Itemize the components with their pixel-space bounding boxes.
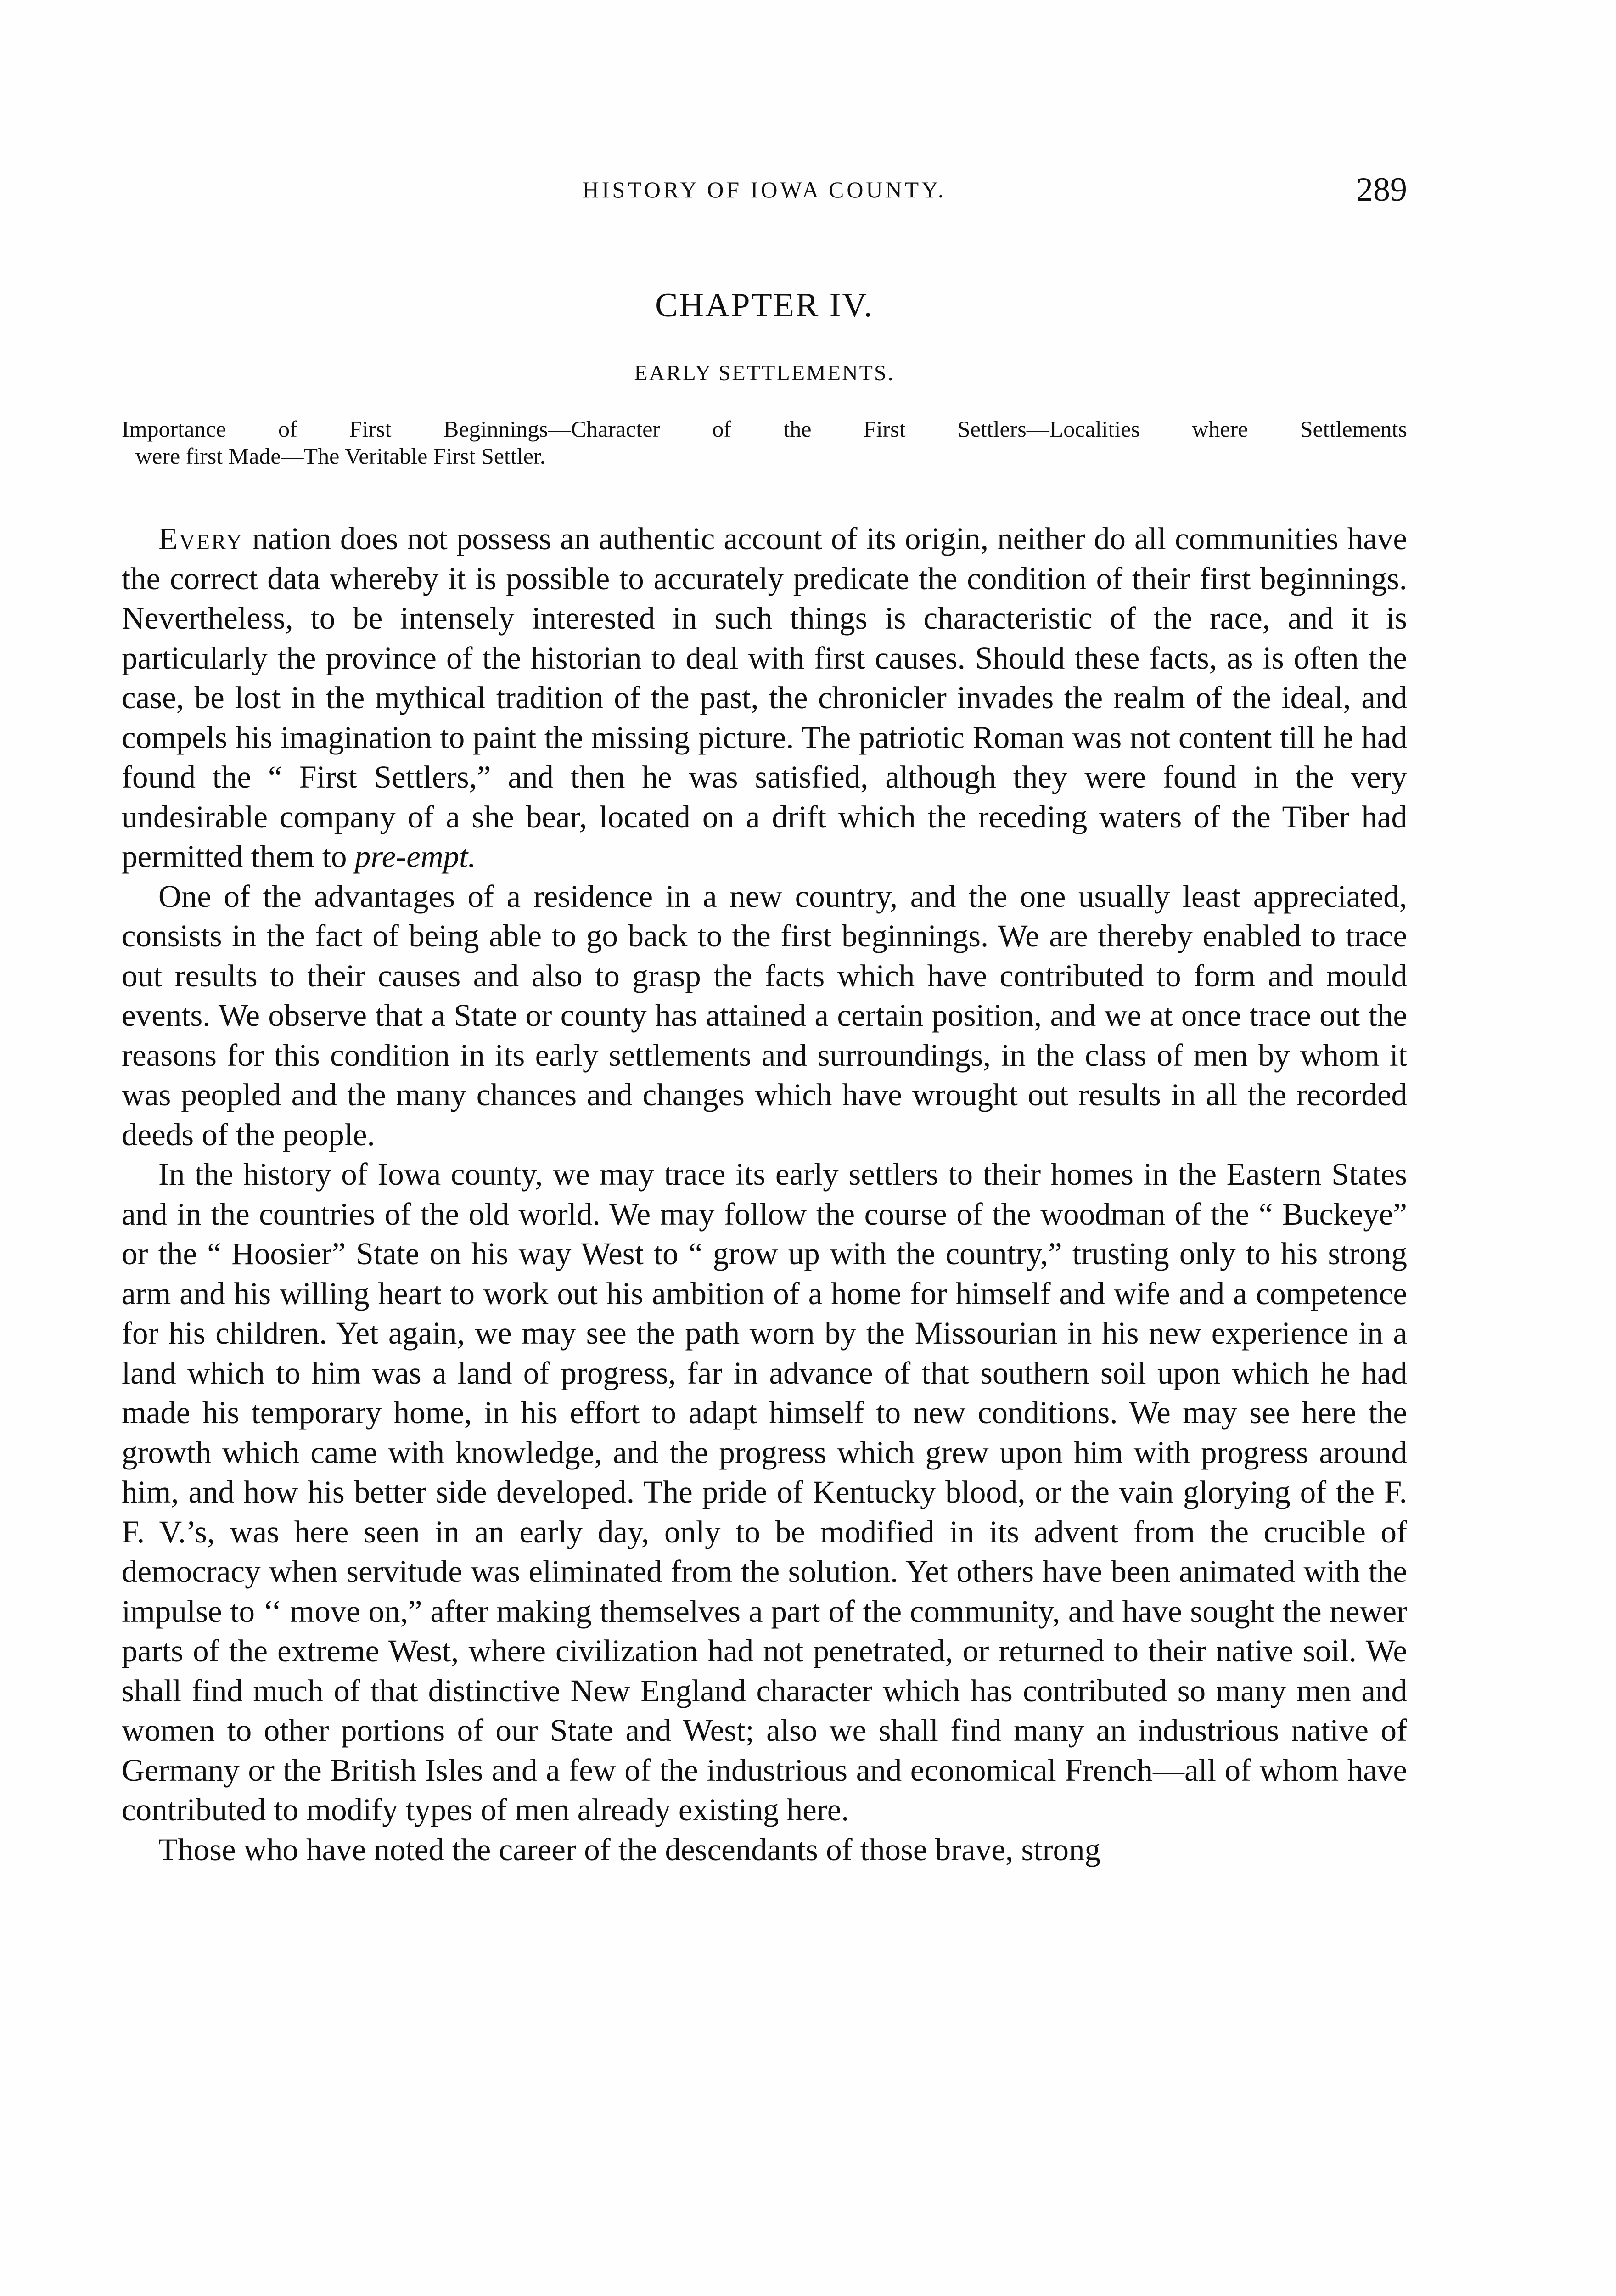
synopsis-line: Importance of First Beginnings—Character of the First Settlers—Localities where Settlements — [122, 416, 1407, 442]
chapter-title: CHAPTER IV. — [655, 287, 874, 324]
italic-word: pre-empt. — [354, 839, 476, 874]
paragraph-lead-word: Every — [158, 521, 244, 556]
paragraph: Those who have noted the career of the descendants of those brave, strong — [158, 1832, 1101, 1867]
running-title: HISTORY OF IOWA COUNTY. — [582, 177, 947, 203]
paragraph — [122, 519, 1407, 877]
chapter-synopsis — [122, 416, 1407, 470]
chapter-subtitle: EARLY SETTLEMENTS. — [634, 361, 895, 385]
body-text — [122, 519, 1407, 1869]
synopsis-line: were first Made—The Veritable First Settler. — [135, 443, 546, 469]
page-number: 289 — [1356, 171, 1407, 208]
paragraph: In the history of Iowa county, we may trace its early settlers to their homes in the Eastern States and in the countries of the old world. We may follow the course of the woodman of the “ Buckeye” or the “ Hoosier” State on his way West to “ grow up with the country,” trusting only to his strong arm and his willing heart to work out his ambition of a home for himself and wife and a competence for his children. Yet again, we may see the path worn by the Missourian in his new experience in a land which to him was a land of progress, far in advance of that southern soil upon which he had made his temporary home, in his effort to adapt himself to new conditions. We may see here the growth which came with knowledge, and the progress which grew upon him with progress around him, and how his better side developed. The pride of Kentucky blood, or the vain glorying of the F. F. V.’s, was here seen in an early day, only to be modified in its advent from the crucible of democracy when servitude was eliminated from the solution. Yet others have been animated with the impulse to ‘‘ move on,” after making themselves a part of the community, and have sought the newer parts of the extreme West, where civilization had not penetrated, or returned to their native soil. We shall find much of that distinctive New England character which has contributed so many men and women to other portions of our State and West; also we shall find many an industrious native of Germany or the British Isles and a few of the industrious and economical French—all of whom have contributed to modify types of men already existing here. — [122, 1157, 1407, 1827]
paragraph-text: nation does not possess an authentic account of its origin, neither do all communities have the correct data whereby it is possible to accurately predicate the condition of their first beginnings. Nevertheless, to be intensely interested in such things is characteristic of the race, and it is particularly the province of the historian to deal with first causes. Should these facts, as is often the case, be lost in the mythical tradition of the past, the chronicler invades the realm of the ideal, and compels his imagination to paint the missing picture. The patriotic Roman was not content till he had found the “ First Settlers,” and then he was satisfied, although they were found in the very undesirable company of a she bear, located on a drift which the receding waters of the Tiber had permitted them to — [122, 521, 1407, 874]
running-head — [122, 169, 1407, 210]
paragraph: One of the advantages of a residence in a new country, and the one usually least appreciated, consists in the fact of being able to go back to the first beginnings. We are thereby enabled to trace out results to their causes and also to grasp the facts which have contributed to form and mould events. We observe that a State or county has attained a certain position, and we at once trace out the reasons for this condition in its early settlements and surroundings, in the class of men by whom it was peopled and the many chances and changes which have wrought out results in all the recorded deeds of the people. — [122, 878, 1407, 1152]
